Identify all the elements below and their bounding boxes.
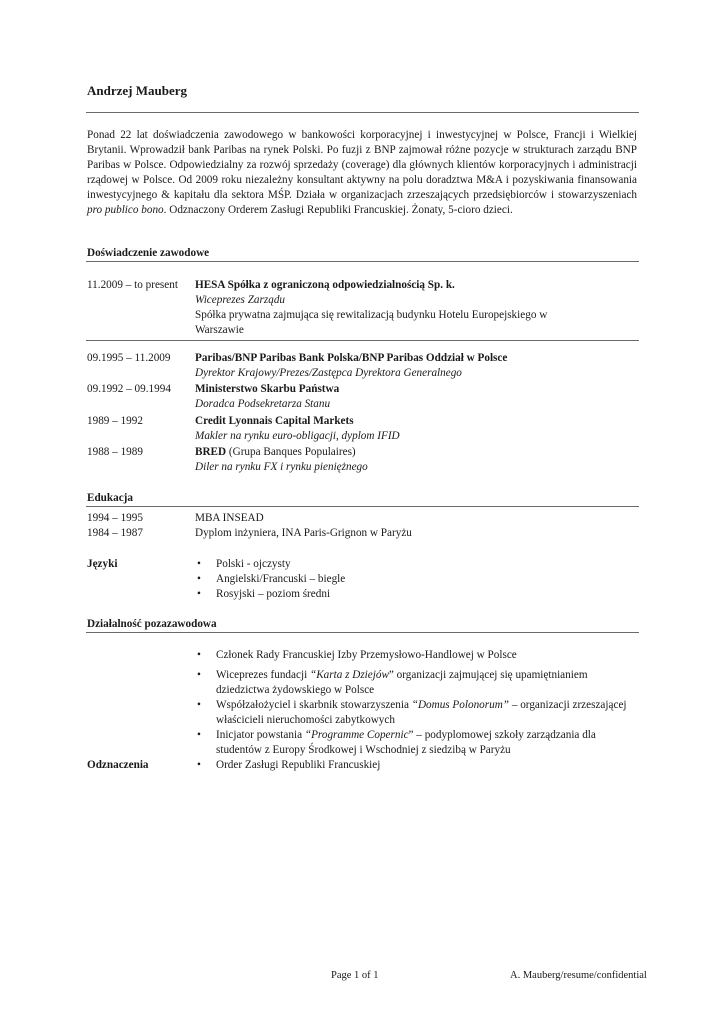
activities-list (195, 648, 635, 663)
experience-dates: 09.1995 – 11.2009 (87, 352, 171, 364)
divider (86, 340, 639, 341)
experience-entry (195, 445, 625, 475)
experience-entry (195, 382, 625, 412)
education-dates: 1984 – 1987 (87, 527, 143, 539)
experience-dates: 09.1992 – 09.1994 (87, 383, 171, 395)
experience-org: BRED (195, 446, 227, 458)
bio-text: Ponad 22 lat doświadczenia zawodowego w bankowości korporacyjnej i inwestycyjnej w Polsce, Francji i Wielkiej Brytanii. Wprowadził bank Paribas na rynek Polski. Po fuzji z BNP zajmował różne pozycje w strukturach zarządu BNP Paribas w Polsce. Odpowiedzialny za rozwój sprzedaży (coverage) dla głównych klientów korporacyjnych i administracji rządowej w Polsce. Od 2009 roku niezależny konsultant aktywny na polu doradztwa M&A i pozyskiwania finansowania inwestycyjnego & kapitału dla sektora MŚP. Działa w organizacjach zrzeszających przedsiębiorców i stowarzyszeniach (87, 129, 637, 201)
experience-org: Paribas/BNP Paribas Bank Polska/BNP Paribas Oddział w Polsce (195, 352, 508, 364)
experience-role: Dyrektor Krajowy/Prezes/Zastępca Dyrektora Generalnego (195, 367, 462, 379)
languages-list (195, 557, 635, 602)
section-heading-experience: Doświadczenie zawodowe (87, 247, 210, 259)
list-item: • Rosyjski – poziom średni (195, 587, 635, 602)
divider (86, 112, 639, 113)
list-item (195, 668, 635, 698)
experience-role: Makler na rynku euro-obligacji, dyplom IFID (195, 430, 400, 442)
experience-role: Diler na rynku FX i rynku pieniężnego (195, 461, 368, 473)
section-heading-education: Edukacja (87, 492, 134, 504)
list-item-text: ” organizacji zajmującej się upamiętnianiem dziedzictwa żydowskiego w Polsce (216, 669, 588, 696)
list-item-text: ” – podyplomowej szkoły zarządzania dla studentów z Europy Środkowej i Wschodniej z siedzibą w Paryżu (216, 729, 596, 756)
list-item-italic: “Domus Polonorum” (411, 699, 510, 711)
list-item: • Angielski/Francuski – biegle (195, 572, 635, 587)
list-item-italic: “Programme Copernic (304, 729, 409, 741)
list-item-text: Współzałożyciel i skarbnik stowarzyszenia (216, 699, 412, 711)
list-item-text: Wiceprezes fundacji (216, 669, 310, 681)
experience-org: Ministerstwo Skarbu Państwa (195, 383, 340, 395)
divider (86, 261, 639, 262)
page-number: Page 1 of 1 (331, 970, 379, 981)
divider (86, 632, 639, 633)
page-title: Andrzej Mauberg (87, 83, 188, 98)
list-item: • Polski - ojczysty (195, 557, 635, 572)
experience-dates: 11.2009 – to present (87, 279, 178, 291)
experience-org: Credit Lyonnais Capital Markets (195, 415, 354, 427)
list-item-italic: “Karta z Dziejów (309, 669, 389, 681)
bio-text-italic: pro publico bono (87, 204, 164, 216)
footer-reference: A. Mauberg/resume/confidential (510, 970, 647, 981)
experience-role: Doradca Podsekretarza Stanu (195, 398, 331, 410)
education-text: Dyplom inżyniera, INA Paris-Grignon w Paryżu (195, 527, 412, 539)
list-item (195, 698, 635, 728)
list-item-text: Inicjator powstania (216, 729, 305, 741)
education-dates: 1994 – 1995 (87, 512, 143, 524)
section-heading-languages: Języki (87, 558, 118, 570)
experience-dates: 1989 – 1992 (87, 415, 143, 427)
education-text: MBA INSEAD (195, 512, 264, 524)
experience-role: Wiceprezes Zarządu (195, 294, 286, 306)
section-heading-awards: Odznaczenia (87, 759, 149, 771)
bio-text-end: . Odznaczony Orderem Zasługi Republiki Francuskiej. Żonaty, 5-cioro dzieci. (163, 204, 513, 216)
experience-entry (195, 414, 625, 444)
list-item: • Członek Rady Francuskiej Izby Przemysłowo-Handlowej w Polsce (195, 648, 635, 663)
experience-entry (195, 278, 625, 338)
list-item-text: – organizacji zrzeszającej właścicieli nieruchomości zabytkowych (216, 699, 627, 726)
experience-org: HESA Spółka z ograniczoną odpowiedzialnością Sp. k. (195, 279, 455, 291)
bio-paragraph (87, 128, 637, 218)
list-item: • Order Zasługi Republiki Francuskiej (195, 758, 635, 773)
list-item (195, 728, 635, 758)
section-heading-activities: Działalność pozazawodowa (87, 618, 217, 630)
experience-entry (195, 351, 625, 381)
activities-list (195, 668, 635, 773)
experience-org-suffix: (Grupa Banques Populaires) (226, 446, 356, 458)
experience-dates: 1988 – 1989 (87, 446, 143, 458)
experience-desc: Spółka prywatna zajmująca się rewitalizacją budynku Hotelu Europejskiego w Warszawie (195, 309, 548, 336)
divider (86, 506, 639, 507)
